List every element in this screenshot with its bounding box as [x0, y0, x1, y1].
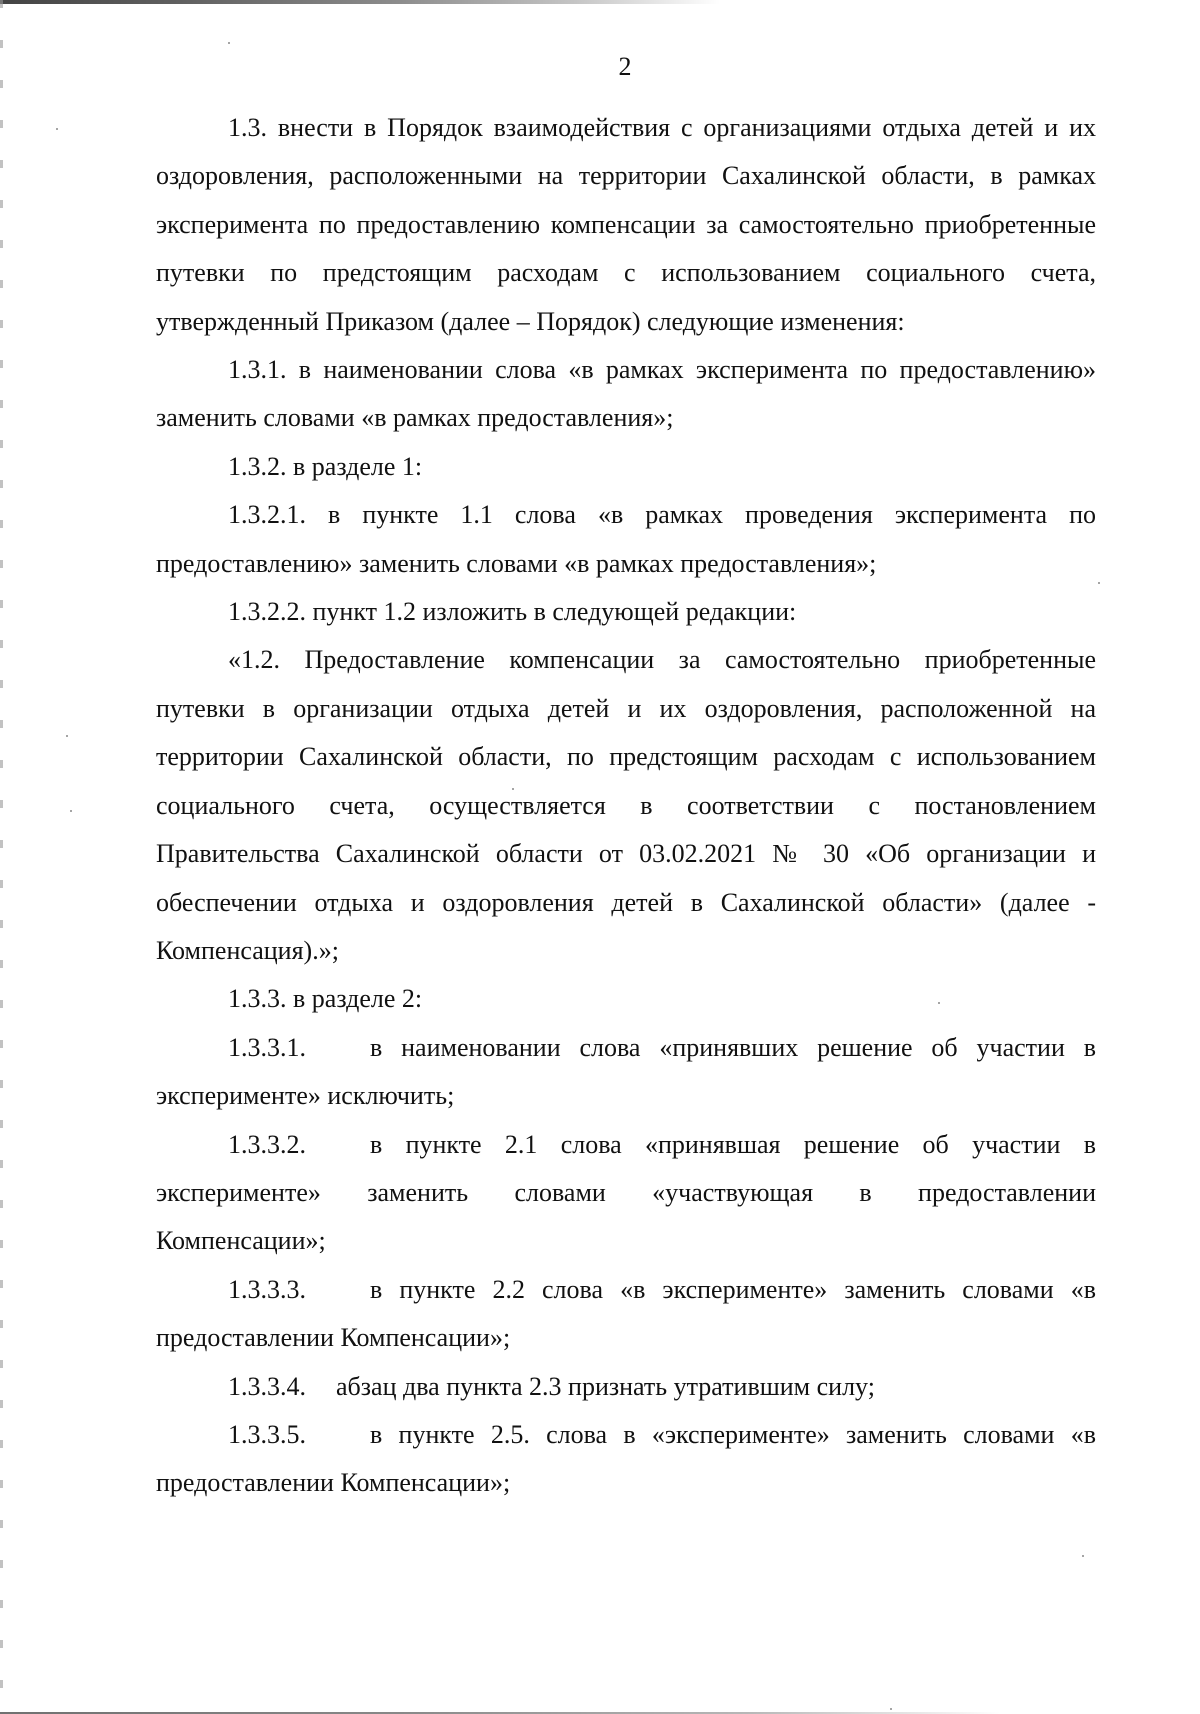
list-item	[156, 1266, 1096, 1363]
paragraph-1-3-2-2: 1.3.2.2. пункт 1.2 изложить в следующей редакции:	[228, 597, 797, 627]
item-number: 1.3.3.5.	[228, 1419, 306, 1449]
item-text: абзац два пункта 2.3 признать утратившим силу;	[336, 1371, 875, 1401]
document-body	[156, 104, 1096, 1508]
scan-edge-top	[0, 0, 720, 4]
item-number: 1.3.3.1.	[228, 1032, 306, 1062]
item-text: в пункте 2.2 слова «в эксперименте» заменить словами «в	[370, 1274, 1096, 1304]
item-continuation: эксперименте» заменить словами «участвующая в предоставлении	[156, 1177, 1096, 1207]
item-text: в пункте 2.5. слова в «эксперименте» заменить словами «в	[370, 1419, 1096, 1449]
item-continuation: Компенсации»;	[156, 1226, 326, 1256]
item-number: 1.3.3.2.	[228, 1129, 306, 1159]
list-item	[156, 1363, 1096, 1411]
item-continuation: эксперименте» исключить;	[156, 1081, 455, 1111]
paragraph-1-3-1: 1.3.1. в наименовании слова «в рамках эксперимента по предоставлению» заменить словами «в рамках предоставления»;	[156, 355, 1096, 433]
item-text: в наименовании слова «принявших решение об участии в	[370, 1032, 1096, 1062]
paragraph-1-3-2-1: 1.3.2.1. в пункте 1.1 слова «в рамках проведения эксперимента по предоставлению» заменить словами «в рамках предоставления»;	[156, 500, 1096, 578]
paragraph-quote-1-2: «1.2. Предоставление компенсации за самостоятельно приобретенные путевки в организации отдыха детей и их оздоровления, расположенной на территории Сахалинской области, по предстоящим расходам с использованием социального счета, осуществляется в соответствии с постановлением Правительства Сахалинской области от 03.02.2021 № 30 «Об организации и обеспечении отдыха и оздоровления детей в Сахалинской области» (далее - Компенсация).»;	[156, 645, 1096, 965]
item-number: 1.3.3.3.	[228, 1274, 306, 1304]
scan-edge-left	[0, 0, 3, 1714]
paragraph-1-3-2: 1.3.2. в разделе 1:	[228, 451, 423, 481]
item-continuation: предоставлении Компенсации»;	[156, 1323, 511, 1353]
item-number: 1.3.3.4.	[228, 1371, 306, 1401]
list-item	[156, 1024, 1096, 1121]
paragraph-1-3-3: 1.3.3. в разделе 2:	[228, 984, 423, 1014]
page-number: 2	[618, 52, 632, 81]
list-item	[156, 1411, 1096, 1508]
list-item	[156, 1121, 1096, 1266]
paragraph-1-3: 1.3. внести в Порядок взаимодействия с организациями отдыха детей и их оздоровления, расположенными на территории Сахалинской области, в рамках эксперимента по предоставлению компенсации за самостоятельно приобретенные путевки по предстоящим расходам с использованием социального счета, утвержденный Приказом (далее – Порядок) следующие изменения:	[156, 113, 1096, 336]
item-text: в пункте 2.1 слова «принявшая решение об участии в	[370, 1129, 1096, 1159]
item-continuation: предоставлении Компенсации»;	[156, 1468, 511, 1498]
